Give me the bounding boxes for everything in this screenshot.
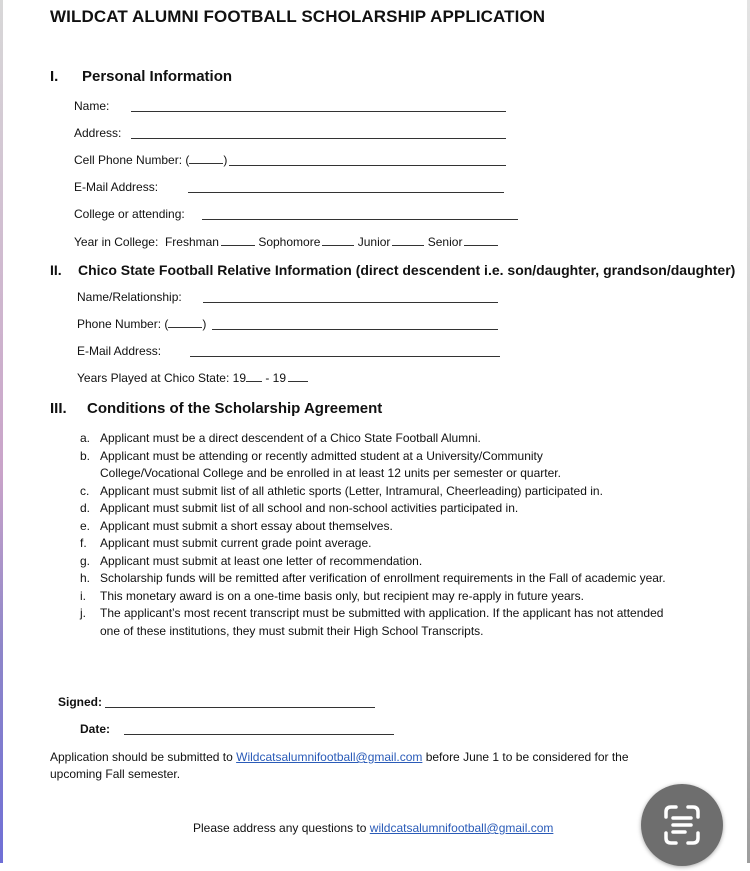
condition-letter: c. (80, 483, 90, 498)
condition-letter: j. (80, 606, 86, 620)
condition-letter: h. (80, 571, 91, 585)
condition-item (80, 448, 700, 483)
questions-email-link[interactable]: wildcatsalumnifootball@gmail.com (369, 821, 554, 835)
relative-email-field[interactable] (190, 356, 500, 357)
years-end-blank[interactable] (288, 371, 308, 382)
condition-text: Applicant must submit a short essay about themselves. (100, 518, 393, 533)
condition-item (80, 483, 700, 501)
cell-phone-label: Cell Phone Number: ( ) (74, 153, 228, 167)
condition-item (80, 605, 700, 640)
condition-letter: e. (80, 518, 91, 533)
relative-name-label: Name/Relationship: (77, 290, 182, 304)
condition-letter: a. (80, 431, 91, 445)
condition-text: Applicant must be a direct descendent of a Chico State Football Alumni. (100, 431, 481, 445)
condition-item (80, 588, 700, 606)
questions-note: Please address any questions to wildcatsalumnifootball@gmail.com (193, 821, 554, 835)
relative-email-label: E-Mail Address: (77, 344, 162, 358)
college-label: College or attending: (74, 207, 185, 221)
left-edge (0, 0, 3, 863)
sophomore-blank[interactable] (322, 235, 354, 246)
condition-item (80, 553, 700, 571)
submit-email-link[interactable]: Wildcatsalumnifootball@gmail.com (236, 750, 423, 764)
condition-text: one of these institutions, they must submit their High School Transcripts. (100, 623, 484, 638)
senior-blank[interactable] (464, 235, 498, 246)
cell-phone-field[interactable] (229, 165, 506, 166)
condition-text: Applicant must submit list of all school and non-school activities participated in. (100, 501, 519, 515)
condition-item (80, 570, 700, 588)
date-field[interactable] (124, 734, 394, 735)
condition-text: Applicant must submit at least one letter of recommendation. (100, 553, 423, 568)
condition-text: The applicant’s most recent transcript must be submitted with application. If the applicant has not attended (100, 606, 664, 620)
section1-title: Personal Information (82, 68, 233, 85)
section1-number: I. (50, 68, 59, 85)
relative-name-field[interactable] (203, 302, 498, 303)
page-title: WILDCAT ALUMNI FOOTBALL SCHOLARSHIP APPLICATION (50, 7, 546, 26)
condition-text: College/Vocational College and be enrolled in at least 12 units per semester or quarter. (100, 466, 561, 480)
submission-note-line2: upcoming Fall semester. (50, 767, 181, 781)
address-label: Address: (74, 126, 122, 140)
condition-item (80, 518, 700, 536)
junior-blank[interactable] (392, 235, 424, 246)
section3-number: III. (50, 400, 67, 417)
relative-area-code-field[interactable] (168, 317, 202, 328)
submission-note-line1: Application should be submitted to Wildcatsalumnifootball@gmail.com before June 1 to be considered for the (50, 750, 629, 764)
condition-text: Applicant must submit list of all athletic sports (Letter, Intramural, Cheerleading) participated in. (100, 483, 603, 498)
address-field[interactable] (131, 138, 506, 139)
condition-letter: f. (80, 536, 87, 550)
condition-letter: g. (80, 553, 91, 568)
condition-item (80, 430, 700, 448)
condition-letter: b. (80, 448, 91, 463)
freshman-blank[interactable] (221, 235, 255, 246)
relative-phone-label: Phone Number: ( ) (77, 317, 207, 331)
condition-letter: d. (80, 501, 91, 515)
section3-title: Conditions of the Scholarship Agreement (87, 400, 383, 417)
section2-number: II. (50, 262, 62, 278)
condition-letter: i. (80, 588, 86, 603)
year-sophomore: Sophomore (258, 235, 321, 249)
scan-text-button[interactable] (641, 784, 723, 866)
condition-text: Applicant must submit current grade point average. (100, 536, 372, 550)
condition-item (80, 535, 700, 553)
name-label: Name: (74, 99, 110, 113)
signed-label: Signed: (58, 695, 102, 709)
condition-text: Scholarship funds will be remitted after verification of enrollment requirements in the Fall of academic year. (100, 571, 666, 585)
cell-area-code-field[interactable] (189, 153, 223, 164)
email-field[interactable] (188, 192, 504, 193)
year-junior: Junior (357, 235, 391, 249)
years-start-blank[interactable] (246, 371, 262, 382)
years-played-row: Years Played at Chico State: 19 - 19 (77, 371, 308, 385)
condition-text: Applicant must be attending or recently admitted student at a University/Community (100, 448, 543, 463)
section2-title: Chico State Football Relative Information (direct descendent i.e. son/daughter, grandson/daughter) (78, 262, 736, 278)
email-label: E-Mail Address: (74, 180, 159, 194)
condition-text: This monetary award is on a one-time basis only, but recipient may re-apply in future years. (100, 588, 584, 603)
college-field[interactable] (202, 219, 518, 220)
year-freshman: Freshman (164, 235, 219, 249)
year-label: Year in College: (74, 235, 159, 249)
year-in-college-row (74, 235, 498, 249)
name-field[interactable] (131, 111, 506, 112)
relative-phone-field[interactable] (212, 329, 498, 330)
scan-text-icon (641, 784, 723, 866)
date-label: Date: (80, 722, 111, 736)
condition-item (80, 500, 700, 518)
year-senior: Senior (427, 235, 463, 249)
signature-field[interactable] (105, 707, 375, 708)
